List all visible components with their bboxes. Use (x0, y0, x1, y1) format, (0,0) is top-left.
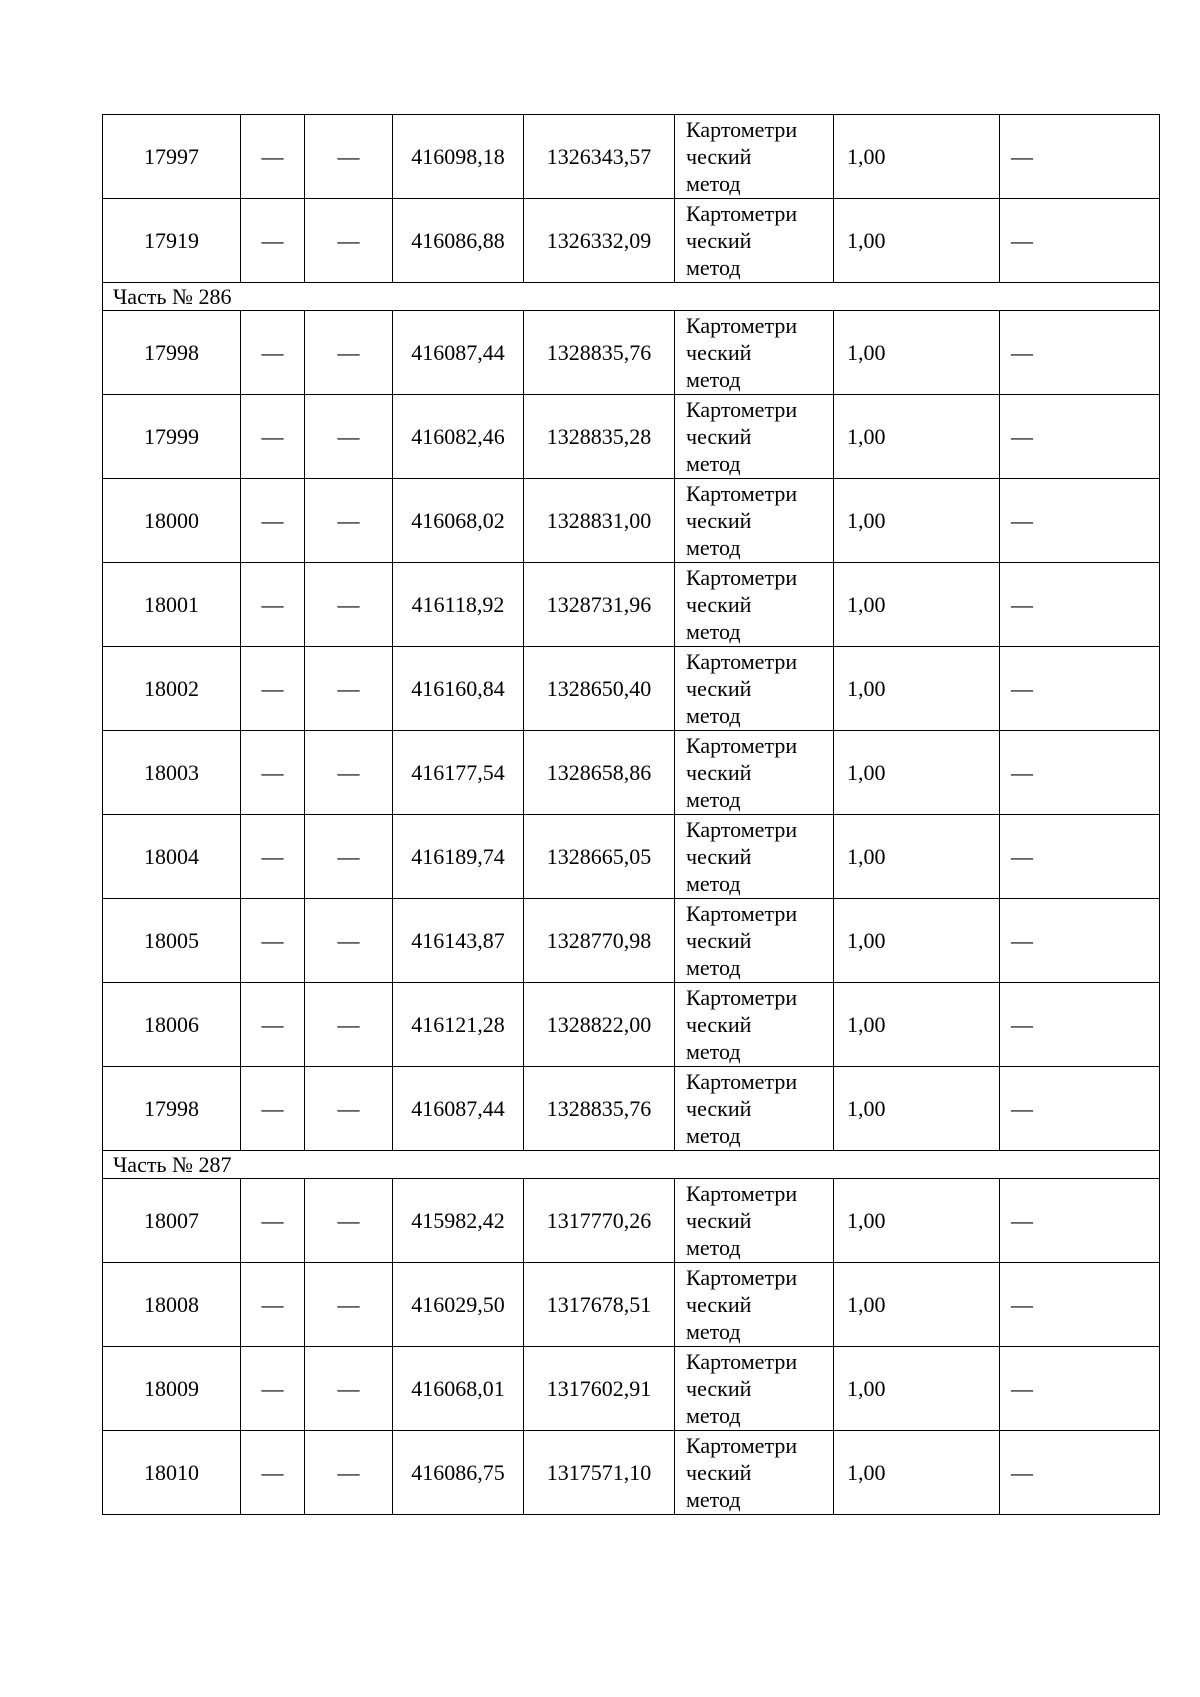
accuracy-cell: 1,00 (834, 563, 1000, 647)
table-row (103, 479, 1160, 563)
x-coordinate-cell: 415982,42 (393, 1179, 524, 1263)
point-number-cell: 18005 (103, 899, 241, 983)
point-number-cell: 17998 (103, 1067, 241, 1151)
method-text: Картометри ческий метод (686, 565, 798, 644)
method-cell (675, 395, 834, 479)
x-coordinate-cell: 416086,75 (393, 1431, 524, 1515)
empty-value-cell: — (1000, 199, 1160, 283)
accuracy-cell: 1,00 (834, 115, 1000, 199)
empty-value-cell: — (305, 731, 393, 815)
point-number-cell: 18002 (103, 647, 241, 731)
empty-value-cell: — (305, 115, 393, 199)
point-number-cell: 17999 (103, 395, 241, 479)
y-coordinate-cell: 1328835,76 (524, 1067, 675, 1151)
point-number-cell: 18009 (103, 1347, 241, 1431)
method-text: Картометри ческий метод (686, 733, 798, 812)
y-coordinate-cell: 1328650,40 (524, 647, 675, 731)
method-text: Картометри ческий метод (686, 201, 798, 280)
accuracy-cell: 1,00 (834, 983, 1000, 1067)
y-coordinate-cell: 1317770,26 (524, 1179, 675, 1263)
method-cell (675, 479, 834, 563)
table-row (103, 311, 1160, 395)
point-number-cell: 18003 (103, 731, 241, 815)
x-coordinate-cell: 416068,01 (393, 1347, 524, 1431)
table-row (103, 199, 1160, 283)
empty-value-cell: — (305, 1067, 393, 1151)
empty-value-cell: — (305, 899, 393, 983)
y-coordinate-cell: 1326332,09 (524, 199, 675, 283)
point-number-cell: 18000 (103, 479, 241, 563)
method-cell (675, 1431, 834, 1515)
y-coordinate-cell: 1326343,57 (524, 115, 675, 199)
empty-value-cell: — (1000, 563, 1160, 647)
empty-value-cell: — (241, 199, 305, 283)
empty-value-cell: — (1000, 1347, 1160, 1431)
point-number-cell: 18010 (103, 1431, 241, 1515)
empty-value-cell: — (1000, 479, 1160, 563)
accuracy-cell: 1,00 (834, 647, 1000, 731)
empty-value-cell: — (305, 815, 393, 899)
method-cell (675, 815, 834, 899)
method-cell (675, 1347, 834, 1431)
empty-value-cell: — (305, 647, 393, 731)
y-coordinate-cell: 1317602,91 (524, 1347, 675, 1431)
point-number-cell: 17998 (103, 311, 241, 395)
method-text: Картометри ческий метод (686, 649, 798, 728)
empty-value-cell: — (241, 1067, 305, 1151)
empty-value-cell: — (241, 1179, 305, 1263)
method-text: Картометри ческий метод (686, 1349, 798, 1428)
accuracy-cell: 1,00 (834, 731, 1000, 815)
point-number-cell: 18007 (103, 1179, 241, 1263)
part-header-row (103, 1151, 1160, 1179)
point-number-cell: 17997 (103, 115, 241, 199)
empty-value-cell: — (305, 563, 393, 647)
accuracy-cell: 1,00 (834, 1263, 1000, 1347)
method-text: Картометри ческий метод (686, 1433, 798, 1512)
x-coordinate-cell: 416087,44 (393, 311, 524, 395)
y-coordinate-cell: 1328770,98 (524, 899, 675, 983)
accuracy-cell: 1,00 (834, 815, 1000, 899)
method-text: Картометри ческий метод (686, 397, 798, 476)
y-coordinate-cell: 1328835,76 (524, 311, 675, 395)
empty-value-cell: — (305, 1347, 393, 1431)
method-text: Картометри ческий метод (686, 1265, 798, 1344)
point-number-cell: 18008 (103, 1263, 241, 1347)
accuracy-cell: 1,00 (834, 1179, 1000, 1263)
empty-value-cell: — (241, 983, 305, 1067)
point-number-cell: 18001 (103, 563, 241, 647)
method-cell (675, 311, 834, 395)
x-coordinate-cell: 416086,88 (393, 199, 524, 283)
empty-value-cell: — (241, 731, 305, 815)
x-coordinate-cell: 416143,87 (393, 899, 524, 983)
empty-value-cell: — (305, 1263, 393, 1347)
table-row (103, 563, 1160, 647)
empty-value-cell: — (241, 311, 305, 395)
empty-value-cell: — (1000, 899, 1160, 983)
table-row (103, 731, 1160, 815)
table-row (103, 647, 1160, 731)
table-row (103, 1067, 1160, 1151)
method-cell (675, 1067, 834, 1151)
table-row (103, 1431, 1160, 1515)
method-text: Картометри ческий метод (686, 1181, 798, 1260)
table-row (103, 1347, 1160, 1431)
empty-value-cell: — (1000, 311, 1160, 395)
table-row (103, 1263, 1160, 1347)
x-coordinate-cell: 416118,92 (393, 563, 524, 647)
empty-value-cell: — (1000, 395, 1160, 479)
empty-value-cell: — (1000, 647, 1160, 731)
table-row (103, 899, 1160, 983)
accuracy-cell: 1,00 (834, 1431, 1000, 1515)
empty-value-cell: — (1000, 1431, 1160, 1515)
empty-value-cell: — (305, 311, 393, 395)
method-text: Картометри ческий метод (686, 1069, 798, 1148)
y-coordinate-cell: 1317571,10 (524, 1431, 675, 1515)
y-coordinate-cell: 1328731,96 (524, 563, 675, 647)
coordinates-table (102, 114, 1160, 1515)
x-coordinate-cell: 416177,54 (393, 731, 524, 815)
part-label: Часть № 287 (103, 1151, 1160, 1179)
method-cell (675, 563, 834, 647)
method-text: Картометри ческий метод (686, 313, 798, 392)
x-coordinate-cell: 416029,50 (393, 1263, 524, 1347)
x-coordinate-cell: 416121,28 (393, 983, 524, 1067)
empty-value-cell: — (241, 1263, 305, 1347)
empty-value-cell: — (305, 479, 393, 563)
method-text: Картометри ческий метод (686, 985, 798, 1064)
method-text: Картометри ческий метод (686, 117, 798, 196)
empty-value-cell: — (241, 1431, 305, 1515)
empty-value-cell: — (1000, 1067, 1160, 1151)
empty-value-cell: — (241, 563, 305, 647)
empty-value-cell: — (1000, 815, 1160, 899)
accuracy-cell: 1,00 (834, 899, 1000, 983)
method-cell (675, 1263, 834, 1347)
table-row (103, 115, 1160, 199)
part-label: Часть № 286 (103, 283, 1160, 311)
x-coordinate-cell: 416098,18 (393, 115, 524, 199)
y-coordinate-cell: 1328665,05 (524, 815, 675, 899)
empty-value-cell: — (241, 899, 305, 983)
empty-value-cell: — (241, 815, 305, 899)
accuracy-cell: 1,00 (834, 1347, 1000, 1431)
x-coordinate-cell: 416082,46 (393, 395, 524, 479)
table-row (103, 1179, 1160, 1263)
method-cell (675, 899, 834, 983)
x-coordinate-cell: 416068,02 (393, 479, 524, 563)
empty-value-cell: — (241, 647, 305, 731)
table-row (103, 983, 1160, 1067)
table-row (103, 815, 1160, 899)
empty-value-cell: — (1000, 983, 1160, 1067)
y-coordinate-cell: 1328831,00 (524, 479, 675, 563)
empty-value-cell: — (305, 395, 393, 479)
empty-value-cell: — (241, 1347, 305, 1431)
x-coordinate-cell: 416087,44 (393, 1067, 524, 1151)
table-body (103, 115, 1160, 1515)
method-cell (675, 115, 834, 199)
method-cell (675, 731, 834, 815)
method-text: Картометри ческий метод (686, 481, 798, 560)
empty-value-cell: — (241, 115, 305, 199)
accuracy-cell: 1,00 (834, 199, 1000, 283)
method-cell (675, 199, 834, 283)
empty-value-cell: — (241, 395, 305, 479)
empty-value-cell: — (1000, 731, 1160, 815)
empty-value-cell: — (1000, 1263, 1160, 1347)
method-cell (675, 983, 834, 1067)
empty-value-cell: — (1000, 115, 1160, 199)
empty-value-cell: — (241, 479, 305, 563)
accuracy-cell: 1,00 (834, 479, 1000, 563)
empty-value-cell: — (305, 983, 393, 1067)
y-coordinate-cell: 1328658,86 (524, 731, 675, 815)
empty-value-cell: — (1000, 1179, 1160, 1263)
table-row (103, 395, 1160, 479)
y-coordinate-cell: 1328835,28 (524, 395, 675, 479)
accuracy-cell: 1,00 (834, 395, 1000, 479)
point-number-cell: 17919 (103, 199, 241, 283)
point-number-cell: 18004 (103, 815, 241, 899)
method-cell (675, 647, 834, 731)
accuracy-cell: 1,00 (834, 311, 1000, 395)
x-coordinate-cell: 416160,84 (393, 647, 524, 731)
method-text: Картометри ческий метод (686, 817, 798, 896)
empty-value-cell: — (305, 1431, 393, 1515)
y-coordinate-cell: 1317678,51 (524, 1263, 675, 1347)
empty-value-cell: — (305, 1179, 393, 1263)
x-coordinate-cell: 416189,74 (393, 815, 524, 899)
part-header-row (103, 283, 1160, 311)
point-number-cell: 18006 (103, 983, 241, 1067)
accuracy-cell: 1,00 (834, 1067, 1000, 1151)
y-coordinate-cell: 1328822,00 (524, 983, 675, 1067)
method-text: Картометри ческий метод (686, 901, 798, 980)
method-cell (675, 1179, 834, 1263)
empty-value-cell: — (305, 199, 393, 283)
